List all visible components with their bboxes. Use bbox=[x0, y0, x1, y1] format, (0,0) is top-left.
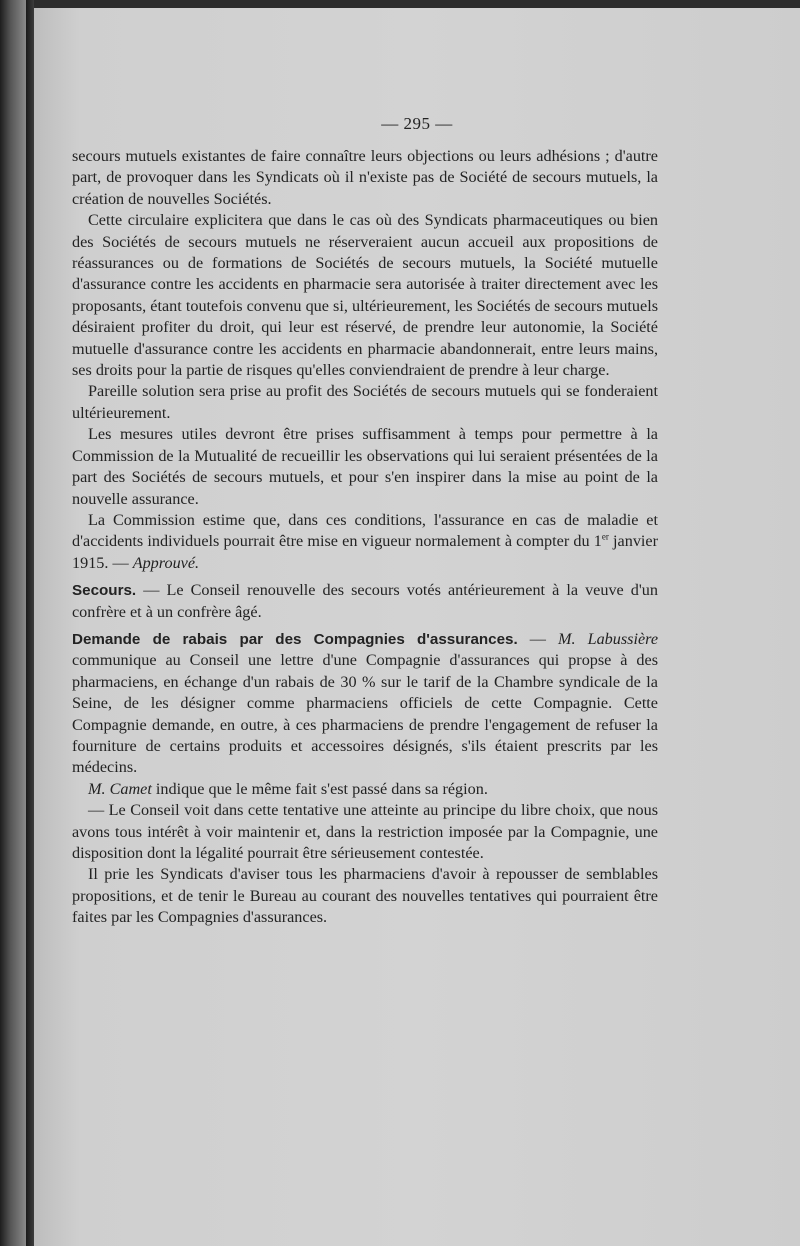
paragraph-pareille-solution: Pareille solution sera prise au profit des Sociétés de secours mutuels qui se fonderaient ultérieurement. bbox=[72, 382, 658, 422]
rabais-text: communique au Conseil une lettre d'une Compagnie d'assurances qui propse à des pharmaciens, en échange d'un rabais de 30 % sur le tarif de la Chambre syndicale de la Seine, de les désigner comme pharmaciens officiels de cette Compagnie. Cette Compagnie demande, en outre, à ces pharmaciens de prendre l'engagement de refuser la fourniture de certains produits et accessoires désignés, s'ils étaient prescrits par les médecins. bbox=[72, 651, 658, 777]
book-gutter bbox=[26, 0, 34, 1246]
paragraph-prie-syndicats: Il prie les Syndicats d'aviser tous les pharmaciens d'avoir à repousser de semblables propositions, et de tenir le Bureau au courant des nouvelles tentatives qui pourraient être faites par les Compagnies d'assurances. bbox=[72, 865, 658, 927]
paragraph-mesures-utiles: Les mesures utiles devront être prises suffisamment à temps pour permettre à la Commission de la Mutualité de recueillir les observations qui lui seraient présentées de la part des Sociétés de secours mutuels, et pour s'en inspirer dans la mise au point de la nouvelle assurance. bbox=[72, 425, 658, 508]
paragraph-circulaire: Cette circulaire explicitera que dans le cas où des Syndicats pharmaceutiques ou bien des Sociétés de secours mutuels ne réserveraient aucun accueil aux propositions de réassurances ou de formations de Sociétés de secours mutuels, la Société mutuelle d'assurance contre les accidents en pharmacie sera autorisée à traiter directement avec les proposants, étant toutefois convenu que si, ultérieurement, les Sociétés de secours mutuels désiraient profiter du droit, qui leur est réservé, de prendre leur autonomie, la Société mutuelle d'assurance contre les accidents en pharmacie abandonnerait, entre leurs mains, ses droits pour la partie de risques qu'elles conviendraient de prendre à leur charge. bbox=[72, 211, 658, 380]
paragraph-conseil-avis: — Le Conseil voit dans cette tentative une atteinte au principe du libre choix, que nous avons tous intérêt à voir maintenir et, dans la restriction imposée par la Compagnie, une disposition dont la légalité pourrait être sérieusement contestée. bbox=[72, 801, 658, 862]
secours-text: — Le Conseil renouvelle des secours votés antérieurement à la veuve d'un confrère et à un confrère âgé. bbox=[72, 581, 658, 621]
camet-text: indique que le même fait s'est passé dans sa région. bbox=[151, 779, 488, 798]
speaker-name-camet: M. Camet bbox=[88, 779, 152, 798]
paragraph-continuation: secours mutuels existantes de faire connaître leurs objections ou leurs adhésions ; d'autre part, de provoquer dans les Syndicats où il n'existe pas de Société de secours mutuels, la création de nouvelles Sociétés. bbox=[72, 147, 658, 208]
paragraph-commission bbox=[72, 510, 658, 574]
secours-heading: Secours. bbox=[72, 582, 137, 600]
page-number: — 295 — bbox=[381, 114, 453, 133]
speaker-name-labussiere: M. Labussière bbox=[558, 629, 659, 648]
rabais-heading: Demande de rabais par des Compagnies d'assurances. bbox=[72, 630, 518, 648]
rabais-dash: — bbox=[517, 629, 558, 648]
paragraph-demande-rabais bbox=[72, 629, 658, 779]
commission-text: La Commission estime que, dans ces conditions, l'assurance en cas de maladie et d'accidents individuels pourrait être mise en vigueur normalement à compter du 1 bbox=[72, 510, 658, 551]
approved-label: Approuvé. bbox=[132, 553, 200, 572]
paragraph-secours bbox=[72, 580, 658, 623]
body-text bbox=[72, 146, 658, 929]
paragraph-camet bbox=[72, 779, 658, 800]
ordinal-superscript: er bbox=[601, 531, 609, 542]
document-page bbox=[34, 8, 800, 1246]
commission-date: janvier 1915. — bbox=[72, 532, 658, 572]
facing-page-edge bbox=[0, 0, 26, 1246]
